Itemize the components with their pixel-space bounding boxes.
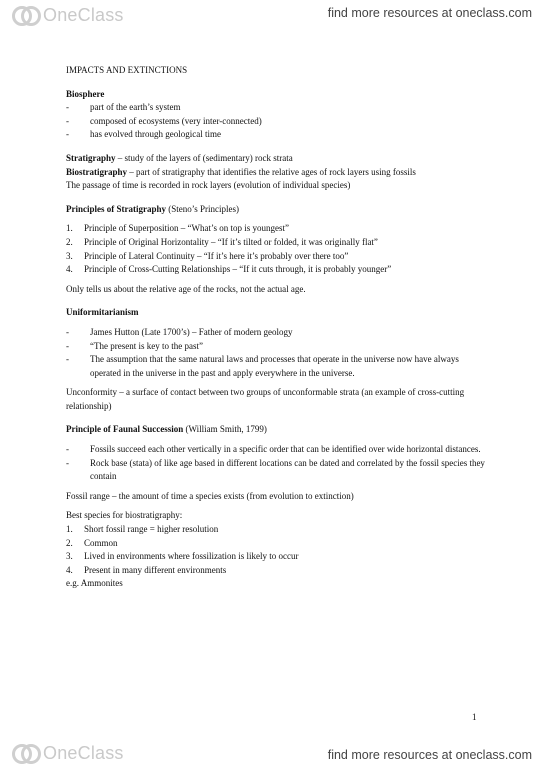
time-record-line: The passage of time is recorded in rock layers (evolution of individual species) bbox=[66, 180, 351, 191]
oneclass-logo-icon bbox=[12, 4, 42, 26]
page-header bbox=[0, 0, 544, 32]
oneclass-logo[interactable] bbox=[12, 4, 124, 26]
biostratigraphy-definition bbox=[66, 166, 486, 180]
footer-resources-link[interactable]: find more resources at oneclass.com bbox=[327, 748, 532, 762]
stratigraphy-def: – study of the layers of (sedimentary) rock strata bbox=[115, 152, 293, 163]
numbered-item: 4. Present in many different environments bbox=[66, 564, 227, 575]
oneclass-logo-icon bbox=[12, 742, 42, 764]
faunal-heading-rest: (William Smith, 1799) bbox=[183, 424, 267, 435]
stratigraphy-definition bbox=[66, 152, 486, 166]
document-title: IMPACTS AND EXTINCTIONS bbox=[66, 65, 188, 75]
biostratigraphy-term: Biostratigraphy bbox=[66, 166, 128, 177]
numbered-item: 3. Lived in environments where fossilization is likely to occur bbox=[66, 551, 299, 562]
list-item: - The assumption that the same natural laws and processes that operate in the universe now have always operated in the universe in the past and apply everywhere in the universe. bbox=[66, 353, 486, 380]
numbered-item: 1. Short fossil range = higher resolution bbox=[66, 524, 219, 535]
document-body bbox=[66, 64, 486, 591]
principles-heading-bold: Principles of Stratigraphy bbox=[66, 203, 166, 214]
unconformity-definition: Unconformity – a surface of contact between two groups of unconformable strata (an example of cross-cutting relationship) bbox=[66, 387, 465, 411]
numbered-item: 2. Common bbox=[66, 537, 118, 548]
list-item: - Fossils succeed each other vertically in a specific order that can be identified over wide horizontal distances. bbox=[66, 443, 486, 457]
stratigraphy-term: Stratigraphy bbox=[66, 152, 116, 163]
best-species-heading: Best species for biostratigraphy: bbox=[66, 510, 183, 521]
logo-text: OneClass bbox=[43, 4, 124, 25]
page-number: 1 bbox=[472, 712, 477, 722]
biostratigraphy-def: – part of stratigraphy that identifies the relative ages of rock layers using fossils bbox=[127, 166, 416, 177]
example-line: e.g. Ammonites bbox=[66, 578, 123, 589]
uniformitarianism-heading: Uniformitarianism bbox=[66, 307, 139, 318]
fossil-range-definition: Fossil range – the amount of time a species exists (from evolution to extinction) bbox=[66, 490, 354, 501]
principles-note: Only tells us about the relative age of the rocks, not the actual age. bbox=[66, 283, 306, 294]
list-item: - part of the earth’s system bbox=[66, 101, 486, 115]
header-resources-link[interactable]: find more resources at oneclass.com bbox=[327, 6, 532, 20]
numbered-item: 3. Principle of Lateral Continuity – “If it’s here it’s probably over there too” bbox=[66, 250, 349, 261]
logo-text: OneClass bbox=[43, 742, 124, 763]
list-item: - “The present is key to the past” bbox=[66, 340, 486, 354]
numbered-item: 4. Principle of Cross-Cutting Relationships – “If it cuts through, it is probably younger” bbox=[66, 264, 392, 275]
principles-heading bbox=[66, 203, 486, 217]
list-item: - has evolved through geological time bbox=[66, 128, 486, 142]
principles-heading-rest: (Steno’s Principles) bbox=[166, 203, 239, 214]
numbered-item: 1. Principle of Superposition – “What’s on top is youngest” bbox=[66, 223, 289, 234]
list-item: - James Hutton (Late 1700’s) – Father of modern geology bbox=[66, 326, 486, 340]
faunal-heading-bold: Principle of Faunal Succession bbox=[66, 424, 184, 435]
numbered-item: 2. Principle of Original Horizontality – “If it’s tilted or folded, it was originally flat” bbox=[66, 236, 378, 247]
list-item: - Rock base (stata) of like age based in different locations can be dated and correlated by the fossil species they contain bbox=[66, 457, 486, 484]
page-footer bbox=[0, 738, 544, 770]
oneclass-logo-footer[interactable] bbox=[12, 742, 124, 764]
faunal-heading bbox=[66, 423, 486, 437]
biosphere-heading: Biosphere bbox=[66, 88, 105, 99]
list-item: - composed of ecosystems (very inter-connected) bbox=[66, 115, 486, 129]
